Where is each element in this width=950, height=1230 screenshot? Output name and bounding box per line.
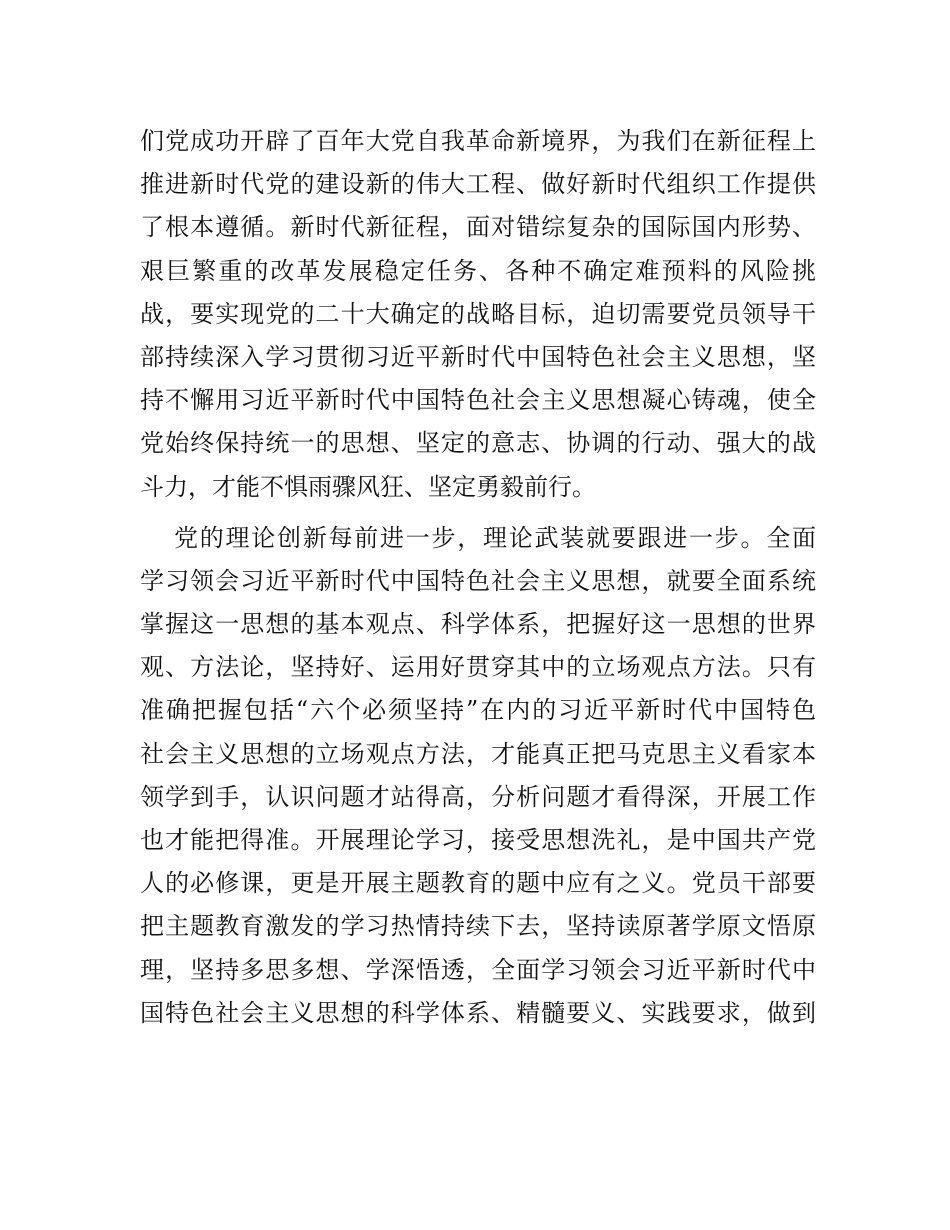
text-line: 学习领会习近平新时代中国特色社会主义思想，就要全面系统 <box>140 566 816 595</box>
text-line: 持不懈用习近平新时代中国特色社会主义思想凝心铸魂，使全 <box>140 386 816 415</box>
text-line: 社会主义思想的立场观点方法，才能真正把马克思主义看家本 <box>140 739 816 768</box>
text-line: 准确把握包括“六个必须坚持”在内的习近平新时代中国特色 <box>140 696 816 725</box>
text-line: 了根本遵循。新时代新征程，面对错综复杂的国际国内形势、 <box>140 213 816 242</box>
text-line: 观、方法论，坚持好、运用好贯穿其中的立场观点方法。只有 <box>140 653 816 682</box>
text-line: 们党成功开辟了百年大党自我革命新境界，为我们在新征程上 <box>140 127 816 155</box>
text-line: 战，要实现党的二十大确定的战略目标，迫切需要党员领导干 <box>140 299 816 328</box>
text-line: 也才能把得准。开展理论学习，接受思想洗礼，是中国共产党 <box>140 826 816 854</box>
text-line: 国特色社会主义思想的科学体系、精髓要义、实践要求，做到 <box>140 998 816 1027</box>
text-line: 党的理论创新每前进一步，理论武装就要跟进一步。全面 <box>174 523 816 552</box>
text-line: 理，坚持多思多想、学深悟透，全面学习领会习近平新时代中 <box>140 955 816 984</box>
body-text <box>140 120 816 1035</box>
text-line: 推进新时代党的建设新的伟大工程、做好新时代组织工作提供 <box>140 170 816 199</box>
text-line: 人的必修课，更是开展主题教育的题中应有之义。党员干部要 <box>140 869 816 898</box>
text-line: 把主题教育激发的学习热情持续下去，坚持读原著学原文悟原 <box>140 912 816 941</box>
paragraph <box>140 120 816 509</box>
text-line: 斗力，才能不惧雨骤风狂、坚定勇毅前行。 <box>140 472 596 501</box>
paragraph-gap <box>140 509 816 517</box>
text-line: 掌握这一思想的基本观点、科学体系，把握好这一思想的世界 <box>140 610 816 639</box>
text-line: 党始终保持统一的思想、坚定的意志、协调的行动、强大的战 <box>140 429 816 458</box>
text-line: 领学到手，认识问题才站得高，分析问题才看得深，开展工作 <box>140 782 816 811</box>
text-line: 艰巨繁重的改革发展稳定任务、各种不确定难预料的风险挑 <box>140 256 816 285</box>
paragraph <box>140 517 816 1035</box>
text-line: 部持续深入学习贯彻习近平新时代中国特色社会主义思想，坚 <box>140 342 816 371</box>
